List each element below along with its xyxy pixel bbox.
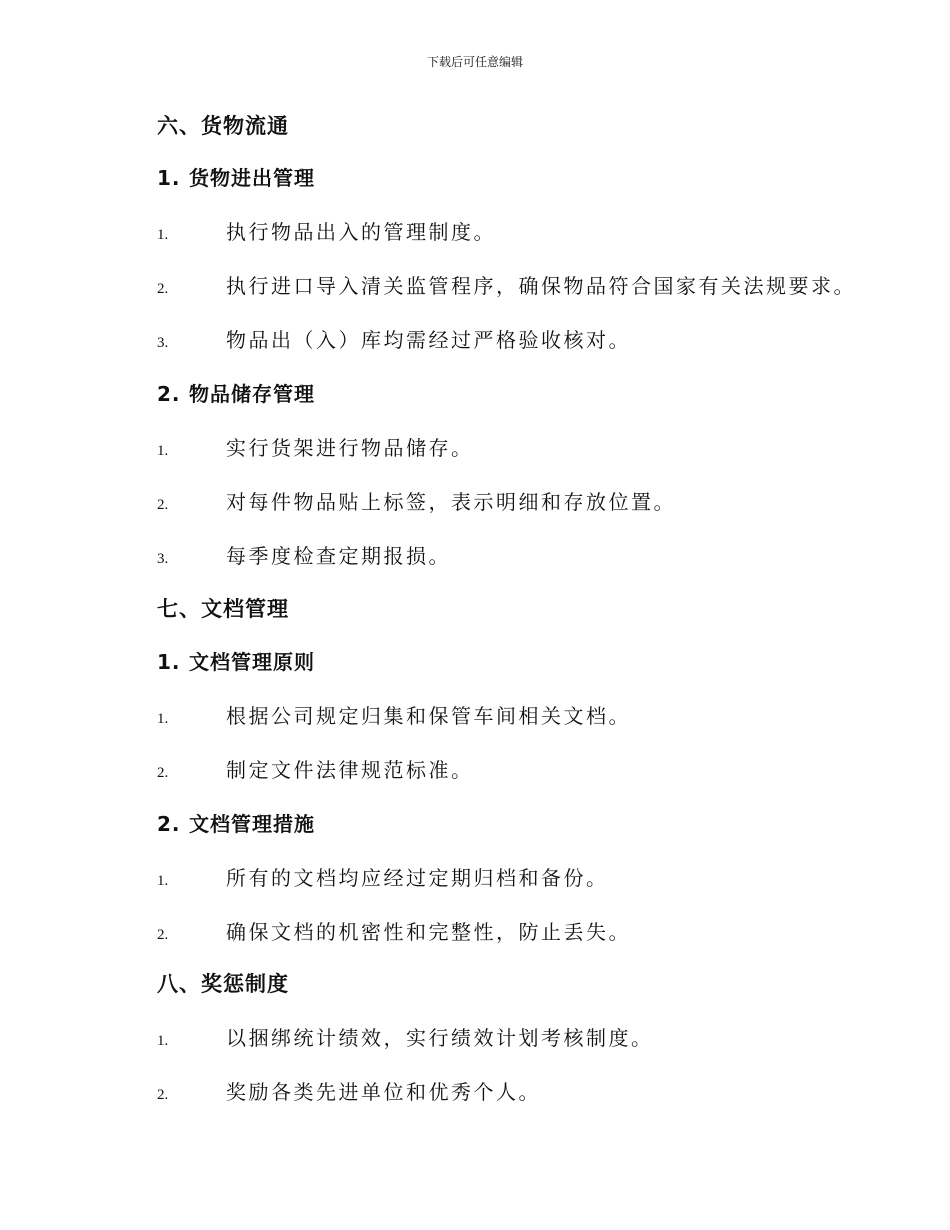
list-item-number: 2. bbox=[157, 1087, 169, 1103]
list-item bbox=[157, 918, 631, 949]
section-heading: 六、货物流通 bbox=[157, 114, 289, 138]
list-item-number: 1. bbox=[157, 443, 169, 459]
list-item bbox=[157, 756, 474, 787]
list-item-number: 3. bbox=[157, 335, 169, 351]
list-item bbox=[157, 488, 676, 519]
list-item-number: 2. bbox=[157, 765, 169, 781]
list-item-text: 执行物品出入的管理制度。 bbox=[226, 220, 496, 244]
list-item-number: 1. bbox=[157, 711, 169, 727]
subsection-number: 1. bbox=[157, 650, 181, 674]
list-item bbox=[157, 702, 631, 733]
subsection-heading bbox=[157, 810, 315, 838]
list-item bbox=[157, 1024, 654, 1055]
section-heading: 七、文档管理 bbox=[157, 597, 289, 621]
list-item-text: 所有的文档均应经过定期归档和备份。 bbox=[226, 866, 609, 890]
subsection-title: 文档管理原则 bbox=[189, 650, 315, 674]
list-item-text: 对每件物品贴上标签，表示明细和存放位置。 bbox=[226, 490, 676, 514]
section-heading: 八、奖惩制度 bbox=[157, 972, 289, 996]
list-item-text: 执行进口导入清关监管程序，确保物品符合国家有关法规要求。 bbox=[226, 274, 856, 298]
subsection-title: 物品储存管理 bbox=[189, 382, 315, 406]
list-item-text: 奖励各类先进单位和优秀个人。 bbox=[226, 1080, 541, 1104]
list-item-text: 每季度检查定期报损。 bbox=[226, 544, 451, 568]
list-item bbox=[157, 218, 496, 249]
list-item-text: 以捆绑统计绩效，实行绩效计划考核制度。 bbox=[226, 1026, 654, 1050]
subsection-number: 2. bbox=[157, 382, 181, 406]
subsection-title: 文档管理措施 bbox=[189, 812, 315, 836]
list-item-number: 1. bbox=[157, 1033, 169, 1049]
subsection-number: 2. bbox=[157, 812, 181, 836]
list-item-number: 1. bbox=[157, 873, 169, 889]
list-item-number: 2. bbox=[157, 281, 169, 297]
list-item-text: 确保文档的机密性和完整性，防止丢失。 bbox=[226, 920, 631, 944]
list-item bbox=[157, 1078, 541, 1109]
list-item-text: 实行货架进行物品储存。 bbox=[226, 436, 474, 460]
subsection-title: 货物进出管理 bbox=[189, 166, 315, 190]
list-item bbox=[157, 864, 609, 895]
list-item-number: 1. bbox=[157, 227, 169, 243]
subsection-heading bbox=[157, 380, 315, 408]
list-item-number: 2. bbox=[157, 497, 169, 513]
subsection-heading bbox=[157, 648, 315, 676]
list-item bbox=[157, 542, 451, 573]
list-item bbox=[157, 326, 631, 357]
subsection-number: 1. bbox=[157, 166, 181, 190]
list-item-number: 2. bbox=[157, 927, 169, 943]
list-item bbox=[157, 434, 474, 465]
subsection-heading bbox=[157, 164, 315, 192]
page-header: 下载后可任意编辑 bbox=[426, 55, 523, 69]
list-item-text: 制定文件法律规范标准。 bbox=[226, 758, 474, 782]
list-item-text: 根据公司规定归集和保管车间相关文档。 bbox=[226, 704, 631, 728]
list-item-text: 物品出（入）库均需经过严格验收核对。 bbox=[226, 328, 631, 352]
list-item bbox=[157, 272, 856, 303]
list-item-number: 3. bbox=[157, 551, 169, 567]
